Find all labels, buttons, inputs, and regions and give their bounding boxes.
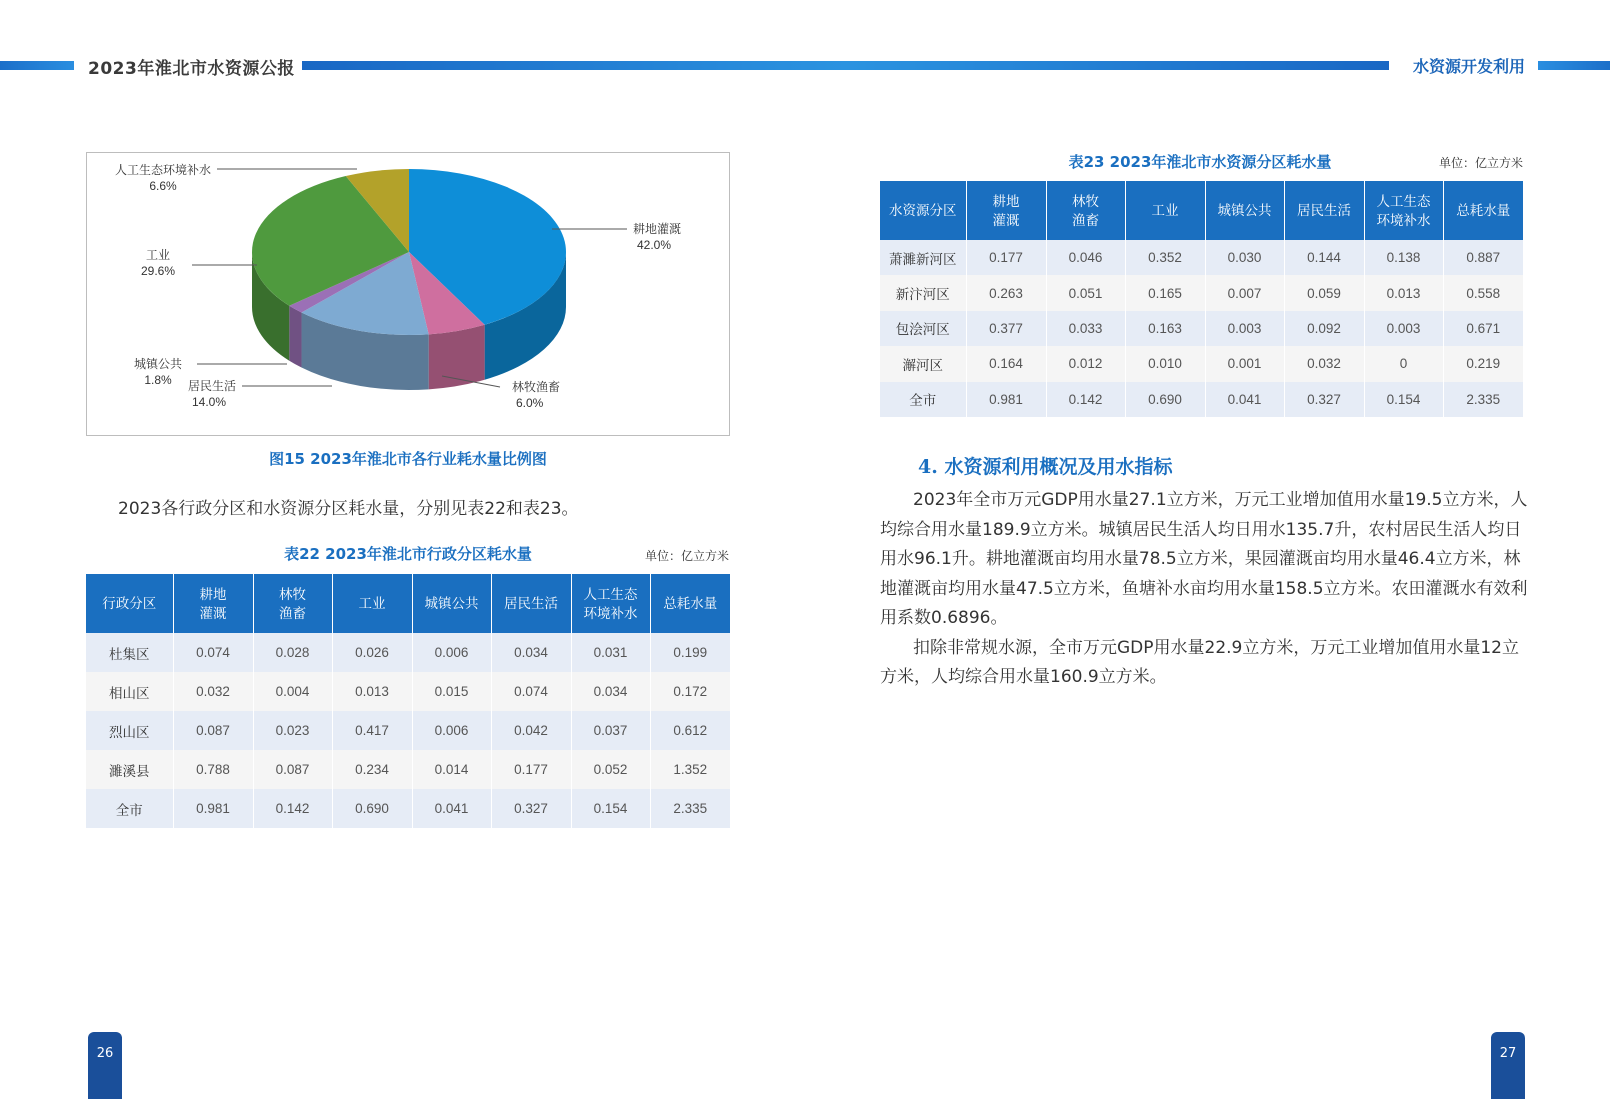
pie-label-name: 人工生态环境补水: [114, 163, 212, 177]
table-row-label: 全市: [86, 789, 173, 828]
table-cell: 0.041: [412, 789, 491, 828]
table-row: [86, 711, 730, 750]
table-row: [86, 750, 730, 789]
table-cell: 0.074: [173, 633, 253, 672]
table-cell: 0.007: [1205, 275, 1284, 310]
table-row: [880, 275, 1523, 310]
pie-label-value: 6.0%: [516, 396, 544, 410]
table-cell: 0.671: [1443, 311, 1523, 346]
table-cell: 0.690: [1125, 382, 1205, 417]
table-cell: 0.087: [173, 711, 253, 750]
table-cell: 0.177: [966, 240, 1046, 275]
table23-col-header: 人工生态 环境补水: [1364, 181, 1443, 240]
table-row-label: 濉溪县: [86, 750, 173, 789]
table-cell: 0.012: [1046, 346, 1125, 381]
table23-unit: 单位：亿立方米: [1439, 156, 1524, 170]
table22-col-header: 林牧 渔畜: [253, 574, 332, 633]
table-cell: 0.087: [253, 750, 332, 789]
table-cell: 0.142: [1046, 382, 1125, 417]
table-cell: 0.172: [650, 672, 730, 711]
table-row-label: 相山区: [86, 672, 173, 711]
table-cell: 0.177: [491, 750, 571, 789]
table-row-label: 烈山区: [86, 711, 173, 750]
table-row: [86, 672, 730, 711]
table-cell: 0.163: [1125, 311, 1205, 346]
header-accent-bar-left: [0, 61, 74, 70]
table-row: [880, 382, 1523, 417]
page-number-right: 27: [1491, 1032, 1525, 1099]
pie-slice-side: [429, 325, 485, 390]
header-report-title: 2023年淮北市水资源公报: [88, 59, 295, 79]
table-row: [880, 240, 1523, 275]
table-cell: 0.059: [1284, 275, 1364, 310]
section4-line: 方米，人均综合用水量160.9立方米。: [880, 667, 1167, 687]
table-cell: 0.199: [650, 633, 730, 672]
pie-slice-side: [289, 306, 301, 368]
table-cell: 0.013: [1364, 275, 1443, 310]
table23-col-header: 水资源分区: [880, 181, 966, 240]
table-cell: 0.034: [571, 672, 650, 711]
section4-line: 均综合用水量189.9立方米。城镇居民生活人均日用水135.7升，农村居民生活人均日: [880, 520, 1522, 540]
pie-label-name: 林牧渔畜: [512, 380, 561, 394]
table-cell: 0.144: [1284, 240, 1364, 275]
pie-label-name: 城镇公共: [133, 357, 183, 371]
table22-col-header: 行政分区: [86, 574, 173, 633]
section4-line: 2023年全市万元GDP用水量27.1立方米，万元工业增加值用水量19.5立方米，人: [913, 490, 1528, 510]
table-cell: 0.052: [571, 750, 650, 789]
pie-label-name: 工业: [145, 248, 171, 262]
table-cell: 1.352: [650, 750, 730, 789]
section4-line: 扣除非常规水源，全市万元GDP用水量22.9立方米，万元工业增加值用水量12立: [913, 638, 1519, 658]
header-accent-bar-right: [1538, 61, 1610, 70]
table-row-label: 澥河区: [880, 346, 966, 381]
table23: [880, 181, 1523, 417]
table-cell: 0.037: [571, 711, 650, 750]
header-accent-bar: [302, 61, 1389, 70]
table-cell: 0.219: [1443, 346, 1523, 381]
section4-line: 地灌溉亩均用水量47.5立方米，鱼塘补水亩均用水量158.5立方米。农田灌溉水有效利: [880, 579, 1528, 599]
table23-col-header: 总耗水量: [1443, 181, 1523, 240]
table-cell: 0.034: [491, 633, 571, 672]
table22-col-header: 工业: [332, 574, 412, 633]
table23-col-header: 林牧 渔畜: [1046, 181, 1125, 240]
table23-col-header: 居民生活: [1284, 181, 1364, 240]
table22-col-header: 耕地 灌溉: [173, 574, 253, 633]
table-row-label: 萧濉新河区: [880, 240, 966, 275]
table-cell: 0: [1364, 346, 1443, 381]
pie-label-value: 6.6%: [149, 179, 177, 193]
pie-label-value: 29.6%: [140, 264, 176, 278]
table-cell: 0.788: [173, 750, 253, 789]
table-cell: 0.263: [966, 275, 1046, 310]
pie-chart: [87, 153, 731, 437]
table-cell: 0.165: [1125, 275, 1205, 310]
table-cell: 0.041: [1205, 382, 1284, 417]
table-cell: 0.690: [332, 789, 412, 828]
table-cell: 0.010: [1125, 346, 1205, 381]
table-cell: 0.001: [1205, 346, 1284, 381]
table-cell: 0.033: [1046, 311, 1125, 346]
table-cell: 0.154: [571, 789, 650, 828]
table-cell: 0.046: [1046, 240, 1125, 275]
table-cell: 0.003: [1205, 311, 1284, 346]
table-row-label: 全市: [880, 382, 966, 417]
table22-col-header: 总耗水量: [650, 574, 730, 633]
table23-header-row: [880, 181, 1523, 240]
table-cell: 0.015: [412, 672, 491, 711]
section4-heading: 4. 水资源利用概况及用水指标: [918, 456, 1173, 478]
table-cell: 2.335: [1443, 382, 1523, 417]
table-cell: 0.042: [491, 711, 571, 750]
section4-line: 用水96.1升。耕地灌溉亩均用水量78.5立方米，果园灌溉亩均用水量46.4立方米，林: [880, 549, 1521, 569]
pie-label-value: 42.0%: [637, 238, 672, 252]
table-cell: 0.051: [1046, 275, 1125, 310]
table22-col-header: 人工生态 环境补水: [571, 574, 650, 633]
table-cell: 0.006: [412, 711, 491, 750]
table-cell: 0.558: [1443, 275, 1523, 310]
table23-caption: 表23 2023年淮北市水资源分区耗水量: [1068, 153, 1332, 171]
pie-label-value: 1.8%: [144, 373, 172, 387]
table-cell: 2.335: [650, 789, 730, 828]
table-row: [86, 789, 730, 828]
table-cell: 0.092: [1284, 311, 1364, 346]
table-cell: 0.142: [253, 789, 332, 828]
table-cell: 0.032: [173, 672, 253, 711]
table-row: [86, 633, 730, 672]
table-cell: 0.417: [332, 711, 412, 750]
page-number-left: 26: [88, 1032, 122, 1099]
pie-chart-frame: [86, 152, 730, 436]
table-cell: 0.377: [966, 311, 1046, 346]
table-cell: 0.164: [966, 346, 1046, 381]
table-cell: 0.028: [253, 633, 332, 672]
table-cell: 0.014: [412, 750, 491, 789]
table-row-label: 杜集区: [86, 633, 173, 672]
figure-caption: 图15 2023年淮北市各行业耗水量比例图: [269, 450, 547, 468]
table-cell: 0.030: [1205, 240, 1284, 275]
intro-paragraph: 2023各行政分区和水资源分区耗水量，分别见表22和表23。: [118, 499, 579, 519]
table-cell: 0.006: [412, 633, 491, 672]
table-cell: 0.327: [1284, 382, 1364, 417]
table23-col-header: 城镇公共: [1205, 181, 1284, 240]
table22-col-header: 居民生活: [491, 574, 571, 633]
pie-label-name: 居民生活: [187, 379, 236, 393]
pie-label-value: 14.0%: [191, 395, 226, 409]
table-cell: 0.887: [1443, 240, 1523, 275]
table-row: [880, 311, 1523, 346]
section4-line: 用系数0.6896。: [880, 608, 1008, 628]
table-cell: 0.013: [332, 672, 412, 711]
table-cell: 0.074: [491, 672, 571, 711]
table-cell: 0.612: [650, 711, 730, 750]
table-row: [880, 346, 1523, 381]
table-cell: 0.154: [1364, 382, 1443, 417]
table-row-label: 新汴河区: [880, 275, 966, 310]
table-cell: 0.004: [253, 672, 332, 711]
table-cell: 0.981: [966, 382, 1046, 417]
table-cell: 0.026: [332, 633, 412, 672]
table-cell: 0.031: [571, 633, 650, 672]
table-cell: 0.981: [173, 789, 253, 828]
table22-caption: 表22 2023年淮北市行政分区耗水量: [284, 545, 532, 563]
header-chapter-title: 水资源开发利用: [1412, 57, 1525, 76]
table-cell: 0.023: [253, 711, 332, 750]
table-cell: 0.032: [1284, 346, 1364, 381]
table-cell: 0.352: [1125, 240, 1205, 275]
table-cell: 0.234: [332, 750, 412, 789]
table22: [86, 574, 730, 828]
table22-header-row: [86, 574, 730, 633]
table23-col-header: 耕地 灌溉: [966, 181, 1046, 240]
table22-col-header: 城镇公共: [412, 574, 491, 633]
table22-unit: 单位：亿立方米: [645, 549, 730, 563]
table23-col-header: 工业: [1125, 181, 1205, 240]
pie-label-name: 耕地灌溉: [633, 222, 682, 236]
table-cell: 0.327: [491, 789, 571, 828]
table-cell: 0.003: [1364, 311, 1443, 346]
table-row-label: 包浍河区: [880, 311, 966, 346]
table-cell: 0.138: [1364, 240, 1443, 275]
